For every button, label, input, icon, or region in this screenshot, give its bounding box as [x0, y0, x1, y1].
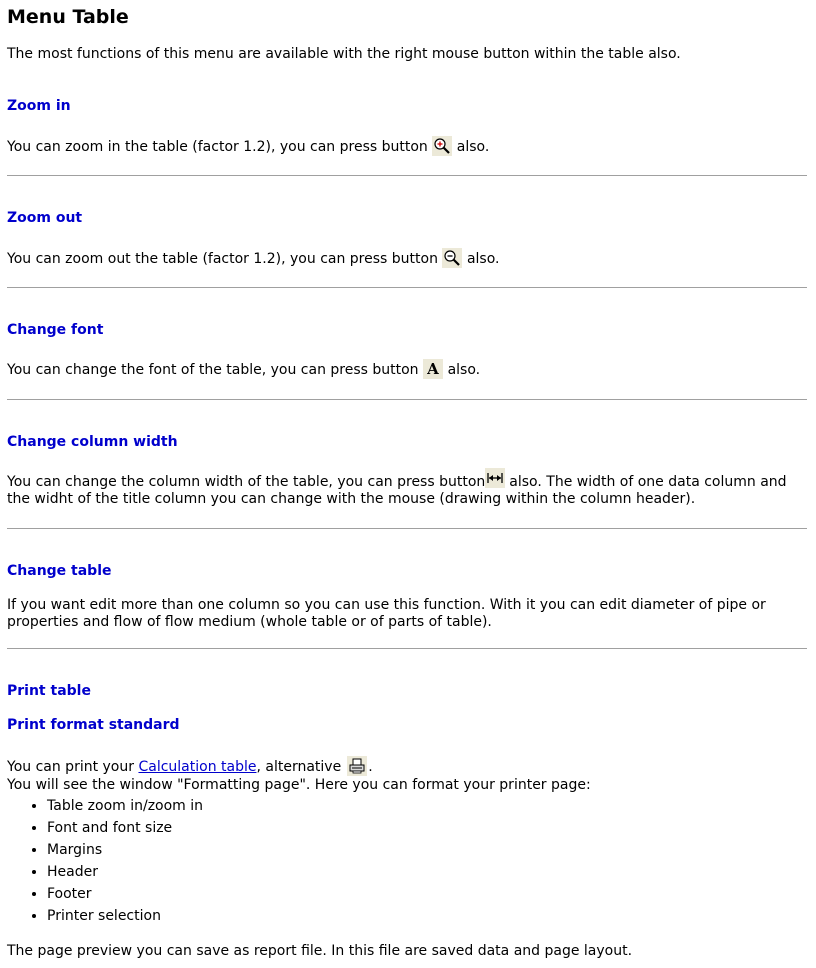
print-text-end: . [368, 759, 373, 775]
intro-text: The most functions of this menu are available with the right mouse button within the table also. [7, 46, 681, 62]
divider [7, 399, 807, 400]
zoom-out-text [7, 246, 500, 268]
column-width-icon[interactable] [485, 468, 505, 488]
change-font-text-after: also. [447, 362, 481, 378]
heading-print-table: Print table [7, 683, 91, 699]
divider [7, 175, 807, 176]
zoom-in-text-after: also. [456, 139, 490, 155]
list-item: • Footer [47, 883, 203, 905]
font-icon[interactable] [423, 359, 443, 379]
page-title: Menu Table [7, 6, 129, 28]
change-table-text: If you want edit more than one column so you can use this function. With it you can edit diameter of pipe or properties and flow of flow medium (whole table or of parts of table). [7, 597, 766, 630]
divider [7, 648, 807, 649]
heading-zoom-out: Zoom out [7, 210, 83, 226]
zoom-in-icon[interactable] [432, 136, 452, 156]
list-item: • Header [47, 861, 203, 883]
divider [7, 287, 807, 288]
change-font-text-before: You can change the font of the table, you can press button [7, 362, 419, 378]
divider [7, 528, 807, 529]
footer-text: The page preview you can save as report file. In this file are saved data and page layout. [7, 943, 633, 959]
list-item: • Margins [47, 839, 203, 861]
print-text-before: You can print your [7, 759, 135, 775]
heading-change-font: Change font [7, 322, 104, 338]
zoom-out-text-before: You can zoom out the table (factor 1.2), you can press button [7, 251, 438, 267]
print-text [7, 750, 373, 776]
zoom-in-text [7, 134, 489, 156]
format-options-list [7, 795, 203, 927]
change-font-text [7, 357, 480, 379]
heading-zoom-in: Zoom in [7, 98, 71, 114]
print-text-middle: , alternative [256, 759, 342, 775]
list-item: • Table zoom in/zoom in [47, 795, 203, 817]
heading-print-format-standard: Print format standard [7, 717, 180, 733]
zoom-out-text-after: also. [466, 251, 500, 267]
list-item: • Printer selection [47, 905, 203, 927]
calculation-table-link[interactable]: Calculation table [138, 759, 257, 775]
heading-change-table: Change table [7, 563, 112, 579]
list-item: • Font and font size [47, 817, 203, 839]
window-text: You will see the window "Formatting page". Here you can format your printer page: [7, 777, 591, 793]
svg-text:A: A [426, 360, 439, 378]
column-width-text-before: You can change the column width of the table, you can press button [7, 474, 486, 490]
zoom-out-icon[interactable] [442, 248, 462, 268]
printer-icon[interactable] [347, 756, 367, 776]
column-width-text-after: also. The width of one data column and the widht of the title column you can change with the mouse (drawing within the column header). [7, 474, 787, 507]
change-column-width-text [7, 468, 802, 508]
heading-change-column-width: Change column width [7, 434, 178, 450]
zoom-in-text-before: You can zoom in the table (factor 1.2), you can press button [7, 139, 428, 155]
